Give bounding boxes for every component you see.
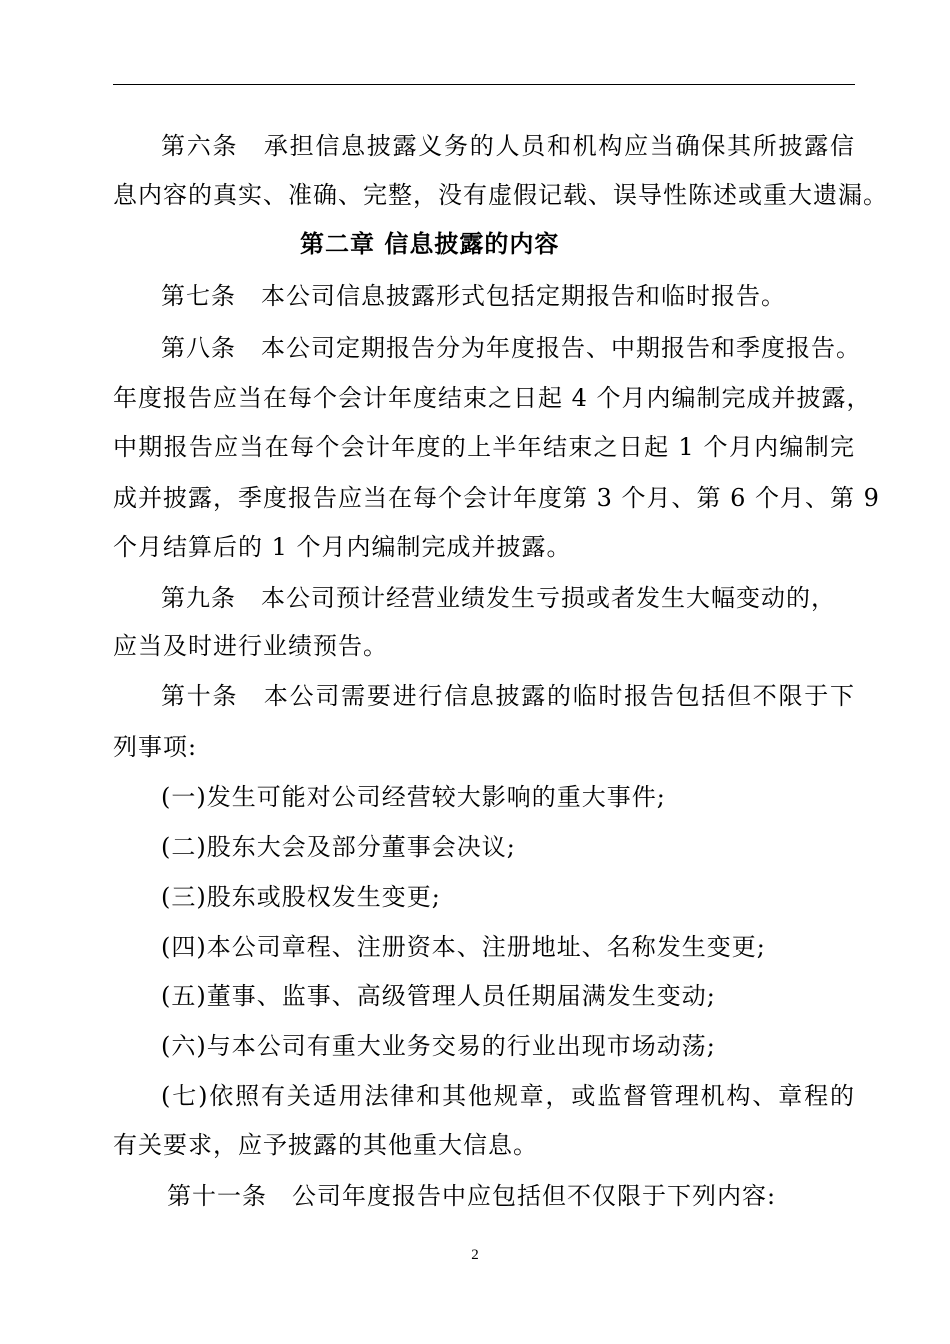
section-11-line-1: 第十一条 公司年度报告中应包括但不仅限于下列内容:: [167, 1182, 777, 1210]
section-10-item-6: (六)与本公司有重大业务交易的行业出现市场动荡;: [161, 1032, 716, 1060]
section-8-line-4: 成并披露，季度报告应当在每个会计年度第 3 个月、第 6 个月、第 9: [113, 484, 880, 512]
chapter-2-heading: 第二章 信息披露的内容: [300, 230, 560, 258]
header-rule: [113, 84, 855, 85]
section-8-line-5: 个月结算后的 1 个月内编制完成并披露。: [113, 533, 572, 561]
section-10-line-1: 第十条 本公司需要进行信息披露的临时报告包括但不限于下: [161, 682, 855, 710]
section-8-line-3: 中期报告应当在每个会计年度的上半年结束之日起 1 个月内编制完: [113, 433, 855, 461]
section-10-item-3: (三)股东或股权发生变更;: [161, 883, 441, 911]
section-10-item-2: (二)股东大会及部分董事会决议;: [161, 833, 516, 861]
section-10-line-2: 列事项:: [113, 733, 198, 761]
section-10-item-1: (一)发生可能对公司经营较大影响的重大事件;: [161, 783, 666, 811]
section-6-line-2: 息内容的真实、准确、完整，没有虚假记载、误导性陈述或重大遗漏。: [113, 181, 888, 209]
section-7-line-1: 第七条 本公司信息披露形式包括定期报告和临时报告。: [161, 282, 786, 310]
section-10-item-7-line-1: (七)依照有关适用法律和其他规章，或监督管理机构、章程的: [161, 1082, 855, 1110]
section-10-item-5: (五)董事、监事、高级管理人员任期届满发生变动;: [161, 982, 716, 1010]
section-10-item-7-line-2: 有关要求，应予披露的其他重大信息。: [113, 1131, 538, 1159]
section-6-line-1: 第六条 承担信息披露义务的人员和机构应当确保其所披露信: [161, 132, 855, 160]
section-8-line-2: 年度报告应当在每个会计年度结束之日起 4 个月内编制完成并披露，: [113, 384, 872, 412]
section-9-line-2: 应当及时进行业绩预告。: [113, 632, 388, 660]
section-9-line-1: 第九条 本公司预计经营业绩发生亏损或者发生大幅变动的，: [161, 584, 836, 612]
section-10-item-4: (四)本公司章程、注册资本、注册地址、名称发生变更;: [161, 933, 766, 961]
section-8-line-1: 第八条 本公司定期报告分为年度报告、中期报告和季度报告。: [161, 334, 861, 362]
page-number: 2: [471, 1247, 479, 1263]
